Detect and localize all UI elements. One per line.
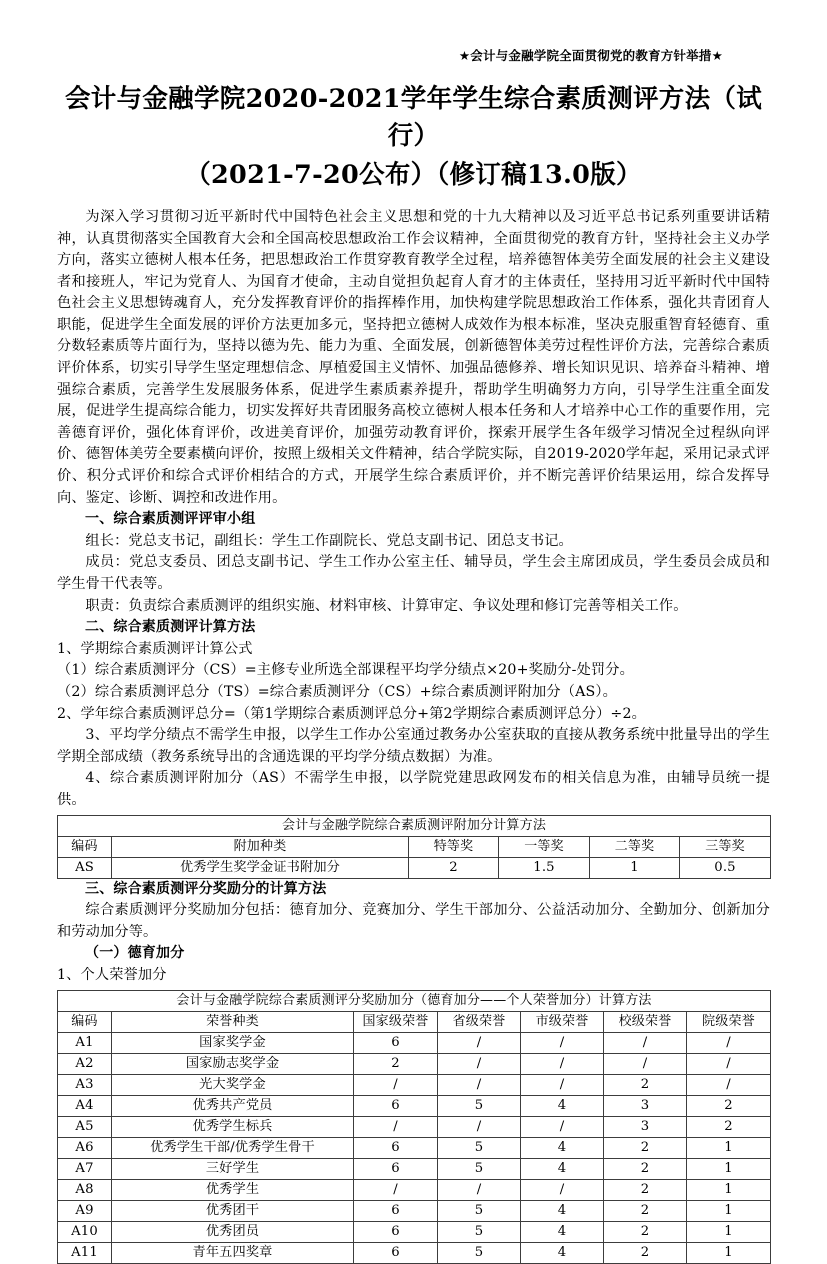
table2-cell-value: 2 xyxy=(604,1221,687,1242)
table-row xyxy=(58,1032,771,1053)
table2-cell-value: 2 xyxy=(354,1053,438,1074)
table2-cell-value: 3 xyxy=(604,1116,687,1137)
section2-item-1-1: （1）综合素质测评分（CS）=主修专业所选全部课程平均学分绩点×20+奖励分-处罚分。 xyxy=(57,662,634,679)
table2-cell-value: 6 xyxy=(354,1242,438,1263)
table1-header-cell: 一等奖 xyxy=(499,836,590,857)
table-caption-row xyxy=(58,990,771,1011)
table2-cell-honor: 优秀学生 xyxy=(112,1179,354,1200)
document-title-line2: （2021-7-20公布）（修订稿13.0版） xyxy=(185,159,642,190)
table2-cell-code: A1 xyxy=(58,1032,112,1053)
table2-cell-value: / xyxy=(438,1074,521,1095)
table2-cell-value: 1 xyxy=(687,1158,771,1179)
table2-cell-value: / xyxy=(521,1179,604,1200)
table2-cell-value: 2 xyxy=(687,1095,771,1116)
running-header: ★会计与金融学院全面贯彻党的教育方针举措★ xyxy=(458,48,723,63)
section2-item-1: 1、学期综合素质测评计算公式 xyxy=(57,640,253,657)
table1-header-cell: 编码 xyxy=(58,836,112,857)
table2-cell-value: 6 xyxy=(354,1137,438,1158)
table2-cell-value: 2 xyxy=(604,1200,687,1221)
table2-cell-value: / xyxy=(687,1053,771,1074)
table2-cell-honor: 光大奖学金 xyxy=(112,1074,354,1095)
table2-header-cell: 荣誉种类 xyxy=(112,1011,354,1032)
table2-cell-value: / xyxy=(604,1053,687,1074)
table2-cell-value: 2 xyxy=(687,1116,771,1137)
table2-cell-value: / xyxy=(354,1116,438,1137)
table2-cell-value: / xyxy=(438,1053,521,1074)
table2-cell-code: A9 xyxy=(58,1200,112,1221)
table2-cell-value: 6 xyxy=(354,1158,438,1179)
table2-cell-honor: 优秀学生干部/优秀学生骨干 xyxy=(112,1137,354,1158)
table2-cell-value: / xyxy=(687,1074,771,1095)
table2-cell-value: 3 xyxy=(604,1095,687,1116)
table-row xyxy=(58,1116,771,1137)
table2-cell-value: / xyxy=(521,1053,604,1074)
table2-cell-value: 5 xyxy=(438,1158,521,1179)
section1-leader-line: 组长：党总支书记，副组长：学生工作副院长、党总支副书记、团总支书记。 xyxy=(85,532,573,549)
table-row xyxy=(58,1242,771,1263)
table2-cell-honor: 三好学生 xyxy=(112,1158,354,1179)
table2-cell-value: / xyxy=(438,1116,521,1137)
table-row xyxy=(58,1074,771,1095)
table2-cell-value: 6 xyxy=(354,1200,438,1221)
table2-cell-value: / xyxy=(438,1032,521,1053)
table-row xyxy=(58,1095,771,1116)
table1-header-cell: 附加种类 xyxy=(112,836,409,857)
table2-cell-honor: 优秀团员 xyxy=(112,1221,354,1242)
table-row xyxy=(58,1053,771,1074)
table2-cell-value: / xyxy=(604,1032,687,1053)
table2-cell-value: 6 xyxy=(354,1095,438,1116)
table2-cell-value: 4 xyxy=(521,1095,604,1116)
section3-sub-heading: （一）德育加分 xyxy=(85,945,185,962)
table2-cell-value: 2 xyxy=(604,1242,687,1263)
document-title-line1: 会计与金融学院2020-2021学年学生综合素质测评方法（试行） xyxy=(64,84,763,151)
table1-cell-value: 0.5 xyxy=(680,857,771,878)
table2-cell-value: / xyxy=(354,1179,438,1200)
table2-cell-value: 5 xyxy=(438,1242,521,1263)
table2-header-cell: 编码 xyxy=(58,1011,112,1032)
table2-cell-value: 5 xyxy=(438,1200,521,1221)
table1-caption: 会计与金融学院综合素质测评附加分计算方法 xyxy=(58,815,771,836)
table2-cell-code: A3 xyxy=(58,1074,112,1095)
section2-item-4: 4、综合素质测评附加分（AS）不需学生申报，以学院党建思政网发布的相关信息为准，由辅导员统一提供。 xyxy=(57,770,770,808)
table1-header-cell: 特等奖 xyxy=(409,836,499,857)
table2-cell-honor: 优秀学生标兵 xyxy=(112,1116,354,1137)
table2-cell-code: A4 xyxy=(58,1095,112,1116)
table-header-row xyxy=(58,1011,771,1032)
table-row xyxy=(58,1179,771,1200)
table2-cell-value: / xyxy=(354,1074,438,1095)
table1-cell-value: 1.5 xyxy=(499,857,590,878)
table2-cell-honor: 国家励志奖学金 xyxy=(112,1053,354,1074)
table2-cell-code: A5 xyxy=(58,1116,112,1137)
table1-header-cell: 二等奖 xyxy=(590,836,680,857)
table2-header-cell: 校级荣誉 xyxy=(604,1011,687,1032)
table2-cell-value: 6 xyxy=(354,1032,438,1053)
table2-cell-value: 4 xyxy=(521,1242,604,1263)
section-heading-1: 一、综合素质测评评审小组 xyxy=(85,511,256,528)
table2-wrapper xyxy=(57,990,770,1264)
table2-cell-value: 1 xyxy=(687,1221,771,1242)
table2-cell-value: 4 xyxy=(521,1137,604,1158)
table-caption-row xyxy=(58,815,771,836)
table2-header-cell: 院级荣誉 xyxy=(687,1011,771,1032)
table2-cell-honor: 优秀共产党员 xyxy=(112,1095,354,1116)
table2-cell-value: 5 xyxy=(438,1095,521,1116)
table2-cell-value: 4 xyxy=(521,1200,604,1221)
table2-cell-honor: 国家奖学金 xyxy=(112,1032,354,1053)
table2-cell-code: A6 xyxy=(58,1137,112,1158)
section1-duty-line: 职责：负责综合素质测评的组织实施、材料审核、计算审定、争议处理和修订完善等相关工作。 xyxy=(85,597,688,614)
table2-cell-value: 2 xyxy=(604,1137,687,1158)
table1-cell-type: 优秀学生奖学金证书附加分 xyxy=(112,857,409,878)
section3-sub-item: 1、个人荣誉加分 xyxy=(57,966,167,983)
additional-points-table xyxy=(57,815,771,879)
table2-cell-code: A11 xyxy=(58,1242,112,1263)
table2-cell-value: 1 xyxy=(687,1179,771,1200)
table2-cell-value: 5 xyxy=(438,1221,521,1242)
table1-cell-value: 1 xyxy=(590,857,680,878)
table-header-row xyxy=(58,836,771,857)
section2-item-2: 2、学年综合素质测评总分=（第1学期综合素质测评总分+第2学期综合素质测评总分）÷2。 xyxy=(57,705,646,722)
honor-points-table xyxy=(57,990,771,1264)
table1-header-cell: 三等奖 xyxy=(680,836,771,857)
table2-cell-value: / xyxy=(521,1032,604,1053)
table2-cell-code: A8 xyxy=(58,1179,112,1200)
table2-cell-value: 1 xyxy=(687,1200,771,1221)
table2-cell-value: 2 xyxy=(604,1179,687,1200)
section2-item-3: 3、平均学分绩点不需学生申报，以学生工作办公室通过教务办公室获取的直接从教务系统中批量导出的学生学期全部成绩（教务系统导出的含通选课的平均学分绩点数据）为准。 xyxy=(57,727,770,765)
table2-header-cell: 国家级荣誉 xyxy=(354,1011,438,1032)
section2-item-1-2: （2）综合素质测评总分（TS）=综合素质测评分（CS）+综合素质测评附加分（AS）。 xyxy=(57,683,617,700)
table2-cell-value: 6 xyxy=(354,1221,438,1242)
table2-cell-honor: 青年五四奖章 xyxy=(112,1242,354,1263)
table2-cell-honor: 优秀团干 xyxy=(112,1200,354,1221)
document-body xyxy=(57,207,770,1264)
table1-cell-value: 2 xyxy=(409,857,499,878)
table2-cell-value: 4 xyxy=(521,1158,604,1179)
section3-intro: 综合素质测评分奖励加分包括：德育加分、竞赛加分、学生干部加分、公益活动加分、全勤加分、创新加分和劳动加分等。 xyxy=(57,902,770,940)
table2-cell-value: 2 xyxy=(604,1074,687,1095)
table2-cell-value: / xyxy=(521,1116,604,1137)
table1-wrapper xyxy=(57,815,770,879)
table2-cell-code: A10 xyxy=(58,1221,112,1242)
table2-cell-value: / xyxy=(438,1179,521,1200)
table2-cell-value: / xyxy=(687,1032,771,1053)
table2-cell-code: A7 xyxy=(58,1158,112,1179)
table-row xyxy=(58,857,771,878)
table2-cell-code: A2 xyxy=(58,1053,112,1074)
table2-cell-value: 5 xyxy=(438,1137,521,1158)
table-row xyxy=(58,1137,771,1158)
table-row xyxy=(58,1200,771,1221)
table2-cell-value: 1 xyxy=(687,1137,771,1158)
table2-cell-value: 4 xyxy=(521,1221,604,1242)
table2-caption: 会计与金融学院综合素质测评分奖励加分（德育加分——个人荣誉加分）计算方法 xyxy=(58,990,771,1011)
table2-cell-value: 2 xyxy=(604,1158,687,1179)
intro-paragraph: 为深入学习贯彻习近平新时代中国特色社会主义思想和党的十九大精神以及习近平总书记系列重要讲话精神，认真贯彻落实全国教育大会和全国高校思想政治工作会议精神，全面贯彻党的教育方针，坚持社会主义办学方向，落实立德树人根本任务，把思想政治工作贯穿教育教学全过程，培养德智体美劳全面发展的社会主义建设者和接班人，牢记为党育人、为国育才使命，主动自觉担负起育人育才的主体责任，坚持用习近平新时代中国特色社会主义思想铸魂育人，充分发挥教育评价的指挥棒作用，加快构建学院思想政治工作体系，强化共青团育人职能，促进学生全面发展的评价方法更加多元，坚持把立德树人成效作为根本标准，坚决克服重智育轻德育、重分数轻素质等片面行为，坚持以德为先、能力为重、全面发展，创新德智体美劳过程性评价方法，完善综合素质评价体系，切实引导学生坚定理想信念、厚植爱国主义情怀、加强品德修养、增长知识见识、培养奋斗精神、增强综合素质，完善学生发展服务体系，促进学生素质素养提升，帮助学生明确努力方向，引导学生注重全面发展，促进学生提高综合能力，切实发挥好共青团服务高校立德树人根本任务和人才培养中心工作的重要作用，完善德育评价，强化体育评价，改进美育评价，加强劳动教育评价，探索开展学生各年级学习情况全过程纵向评价、德智体美劳全要素横向评价，按照上级相关文件精神，结合学院实际，自2019-2020学年起，采用记录式评价、积分式评价和综合式评价相结合的方式，开展学生综合素质评价，并不断完善评价结果运用，综合发挥导向、鉴定、诊断、调控和改进作用。 xyxy=(57,208,770,506)
table2-header-cell: 市级荣誉 xyxy=(521,1011,604,1032)
section-heading-3: 三、综合素质测评分奖励分的计算方法 xyxy=(85,880,327,897)
table2-cell-value: 1 xyxy=(687,1242,771,1263)
table-row xyxy=(58,1221,771,1242)
table2-header-cell: 省级荣誉 xyxy=(438,1011,521,1032)
table2-cell-value: / xyxy=(521,1074,604,1095)
section-heading-2: 二、综合素质测评计算方法 xyxy=(85,619,256,636)
section1-members-line: 成员：党总支委员、团总支副书记、学生工作办公室主任、辅导员，学生会主席团成员，学生委员会成员和学生骨干代表等。 xyxy=(57,554,770,592)
table1-cell-code: AS xyxy=(58,857,112,878)
